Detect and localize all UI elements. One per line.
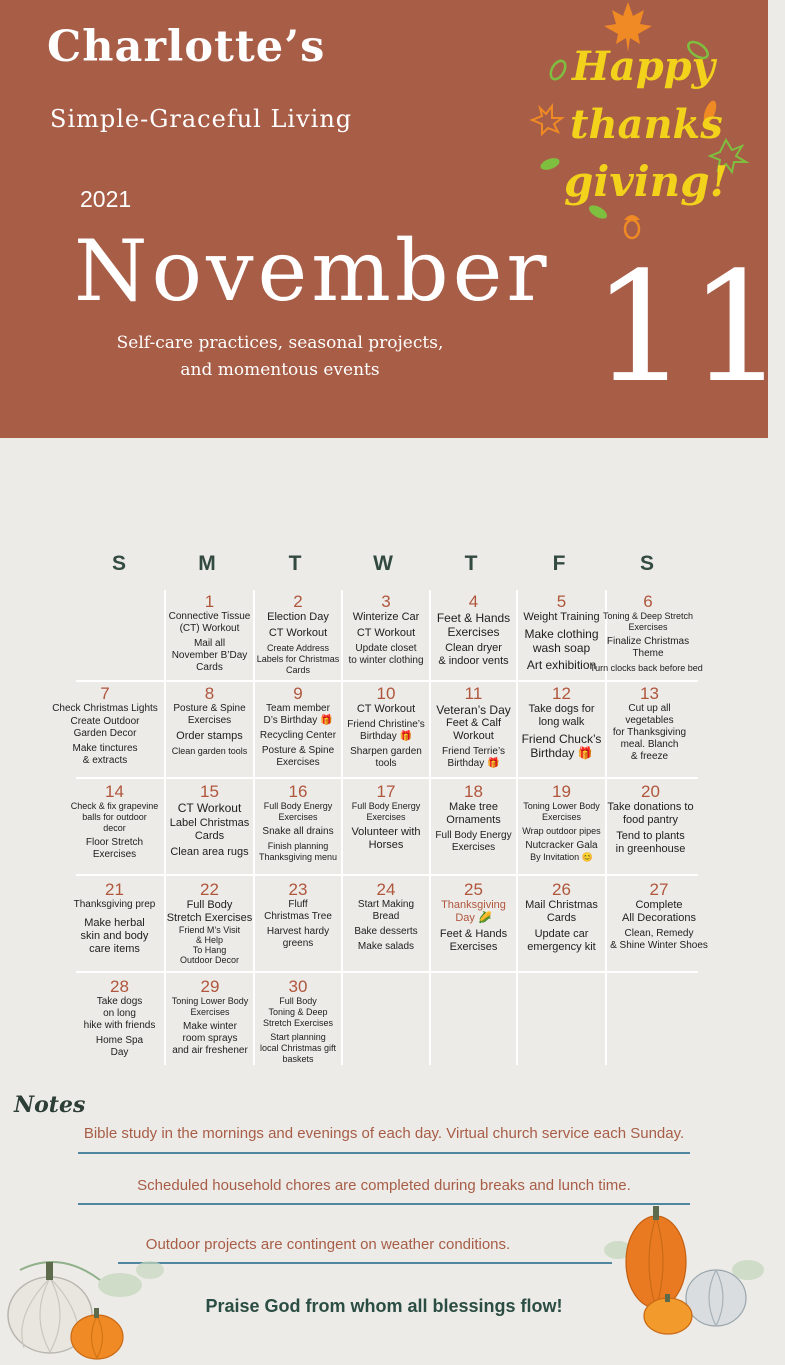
day-cell[interactable] [64,782,165,874]
day-event: Exercises [541,812,581,822]
day-event: Cards [196,662,223,673]
day-event: Full Body [186,899,233,911]
day-event: Sharpen garden [350,746,422,757]
day-number: 21 [105,880,124,899]
day-event: Make salads [357,941,415,952]
day-event: Wrap outdoor pipes [522,826,601,836]
day-event: Order stamps [176,730,243,742]
leaf-icon [539,156,561,172]
day-event: Take dogs for [528,703,595,715]
day-number: 23 [288,880,308,899]
day-event: Toning Lower Body [171,996,249,1006]
day-event: Full Body Energy [435,830,512,841]
day-event: Toning & Deep [268,1007,328,1017]
day-cell[interactable] [607,684,692,777]
day-event: Christmas Tree [264,911,332,922]
day-number: 14 [105,782,124,801]
day-number: 6 [643,592,653,611]
day-cell[interactable] [431,684,516,777]
leaf-icon [548,58,568,81]
day-event: skin and body [80,930,149,942]
day-event: By Invitation 😊 [530,852,593,862]
day-event: Toning Lower Body [523,801,600,811]
day-event: Feet & Calf [445,717,502,729]
day-cell[interactable] [166,684,253,777]
note-divider [78,1152,690,1154]
day-event: Feet & Hands [439,928,508,940]
day-event: Exercises [187,715,232,726]
day-event: Clean area rugs [170,846,249,858]
art-word-2: thanks [570,101,723,148]
day-number: 15 [200,782,219,801]
day-cell[interactable] [343,592,429,680]
day-event: Cards [285,665,310,675]
day-cell[interactable] [431,782,516,874]
pumpkin-icon [0,1240,190,1365]
day-event: Birthday 🎁 [447,758,500,769]
day-number: 11 [464,684,483,703]
day-cell[interactable] [74,977,165,1065]
day-event: for Thanksgiving [612,727,687,738]
day-event: Exercises [366,812,406,822]
day-event: Exercises [276,757,320,768]
day-event: Exercises [628,622,668,632]
day-event: Thanksgiving menu [258,852,338,862]
day-event: Cut up all [628,703,671,714]
day-event: CT Workout [177,801,242,815]
day-event: Make tinctures [72,743,138,754]
day-event: wash soap [532,641,591,655]
header-banner [0,0,785,438]
closing-blessing: Praise God from whom all blessings flow! [205,1296,563,1316]
day-event: Winterize Car [352,611,420,623]
day-cell[interactable] [343,684,429,777]
notes-title: Notes [14,1092,86,1118]
day-event: Art exhibition [526,658,597,672]
day-event: Toning & Deep Stretch [602,611,694,621]
art-word-3: giving! [564,157,729,206]
day-number: 20 [641,782,660,801]
day-event: Day [110,1047,129,1058]
day-event: Finalize Christmas [606,636,690,647]
day-cell[interactable] [343,880,429,971]
day-event: decor [103,823,126,833]
day-number: 4 [468,592,479,611]
day-cell[interactable] [518,880,605,971]
day-event: Theme [632,648,664,659]
pumpkin-icon [598,1200,768,1340]
day-cell[interactable] [160,977,260,1065]
day-event: Exercises [449,941,498,953]
day-event: All Decorations [622,912,696,924]
day-number: 26 [552,880,571,899]
day-event: Clean dryer [445,642,502,654]
day-event: emergency kit [527,941,596,953]
weekday-tue: T [288,552,302,575]
day-event: Label Christmas [169,817,250,829]
day-event: Tend to plants [616,830,685,842]
grid-divider [76,777,698,779]
day-event: and air freshener [172,1045,248,1056]
day-number: 7 [100,684,110,703]
weekday-thu: T [464,552,478,575]
day-event: Cards [194,830,225,842]
weekday-header-row [74,552,764,576]
day-event: CT Workout [268,627,328,639]
weekday-sat: S [639,552,654,575]
day-cell[interactable] [45,684,165,777]
brand-name: Charlotte’s [47,22,326,72]
day-number: 5 [556,592,567,611]
day-event: Full Body [279,996,317,1006]
calendar-grid [0,590,768,1065]
day-event: CT Workout [356,703,416,715]
day-number: 1 [204,592,215,611]
grid-divider [76,971,698,973]
day-event: Create Address [266,643,330,653]
day-event: Birthday 🎁 [360,731,412,742]
day-event: local Christmas gift [259,1043,337,1053]
weekday-mon: M [198,552,216,575]
day-event: Check Christmas Lights [52,703,158,714]
day-event: & indoor vents [438,655,509,667]
weekday-sun: S [111,552,126,575]
day-event: Workout [453,730,494,742]
day-event: Veteran’s Day [436,703,511,717]
day-cell[interactable] [343,782,429,874]
weekday-wed: W [373,552,393,575]
day-event: Feet & Hands [436,611,511,625]
day-event: Outdoor Decor [179,955,240,965]
day-cell[interactable] [248,977,348,1065]
day-event: greens [282,938,314,949]
day-event: Posture & Spine [261,745,335,756]
day-event: tools [375,758,397,769]
day-event: Thanksgiving prep [73,899,156,910]
day-number: 18 [464,782,483,801]
day-event: Connective Tissue [168,611,251,622]
day-event: meal. Blanch [620,739,679,750]
day-event: Posture & Spine [173,703,246,714]
day-event: Cards [546,912,577,924]
day-event: Horses [368,839,404,851]
day-event: Full Body Energy [263,801,333,811]
day-cell[interactable] [518,684,605,777]
day-event: Exercises [451,842,496,853]
day-event: Start planning [270,1032,326,1042]
day-number: 29 [200,977,220,996]
day-cell[interactable] [255,684,341,777]
happy-thanksgiving-art [528,0,768,245]
day-number: 27 [649,880,669,899]
day-cell[interactable] [166,782,253,874]
month-number: 11 [592,239,785,416]
day-event: Thanksgiving [441,899,506,911]
day-event: Full Body Energy [351,801,421,811]
day-event: Make herbal [84,917,145,929]
day-cell[interactable] [607,782,694,874]
day-event: Day 🌽 [455,912,492,924]
day-event: on long [103,1008,136,1019]
calendar-subtitle [60,330,500,384]
year-label: 2021 [80,186,132,212]
grid-divider [76,874,698,876]
day-event: Make winter [183,1021,237,1032]
day-event: To Hang [192,945,227,955]
day-number: 17 [376,782,396,801]
day-event: Snake all drains [262,826,334,837]
day-event: Bread [372,911,400,922]
day-event: Ornaments [446,814,501,826]
day-event: balls for outdoor [82,812,147,822]
day-cell[interactable] [255,880,341,971]
day-number: 13 [640,684,659,703]
day-number: 28 [110,977,129,996]
day-event: Weight Training [523,611,600,623]
day-event: room sprays [182,1033,238,1044]
weekday-fri: F [552,552,566,575]
note-divider [118,1262,612,1264]
day-number: 2 [293,592,303,611]
day-event: Mail Christmas [525,899,598,911]
brand-tagline: Simple-Graceful Living [50,105,353,133]
day-event: Exercises [190,1007,230,1017]
day-number: 24 [376,880,396,899]
day-event: Exercises [278,812,318,822]
day-event: Stretch Exercises [262,1018,334,1028]
day-event: Recycling Center [259,730,337,741]
day-event: CT Workout [356,627,416,639]
day-event: (CT) Workout [179,623,240,634]
day-event: Volunteer with [351,826,421,838]
day-event: Make tree [449,801,498,813]
day-number: 22 [200,880,219,899]
art-word-1: Happy [572,43,715,90]
day-cell[interactable] [604,880,714,971]
day-event: Clean, Remedy [624,928,694,939]
day-number: 25 [464,880,483,899]
day-event: & extracts [82,755,128,766]
day-event: Finish planning [267,841,329,851]
note-item: Outdoor projects are contingent on weather conditions. [145,1236,511,1253]
day-event: & Shine Winter Shoes [610,940,708,951]
day-cell[interactable] [255,782,341,874]
day-number: 9 [293,684,303,703]
note-item: Scheduled household chores are completed during breaks and lunch time. [137,1177,631,1194]
subtitle-line-2: and momentous events [180,360,380,380]
day-event: Mail all [193,638,226,649]
day-number: 30 [288,977,308,996]
day-event: November B’Day [171,650,248,661]
day-event: Garden Decor [73,728,137,739]
grid-divider [76,680,698,682]
day-event: vegetables [625,715,674,726]
day-event: Create Outdoor [70,716,140,727]
day-event: Friend Christine’s [347,719,425,730]
day-event: baskets [282,1054,314,1064]
day-event: Stretch Exercises [166,912,253,924]
day-event: care items [89,943,140,955]
day-event: Exercises [92,849,137,860]
day-event: Complete [635,899,683,911]
day-number: 12 [552,684,571,703]
day-event: Bake desserts [354,926,418,937]
day-number: 3 [381,592,391,611]
day-event: & Help [195,935,223,945]
day-cell[interactable] [431,592,516,680]
month-title: November [74,222,551,320]
day-event: Friend Chuck’s [521,732,602,746]
day-number: 16 [288,782,308,801]
day-event: Friend M’s Visit [178,925,241,935]
day-event: Home Spa [95,1035,144,1046]
subtitle-line-1: Self-care practices, seasonal projects, [116,333,444,353]
day-event: Team member [266,703,330,714]
day-event: Floor Stretch [85,837,144,848]
day-event: Check & fix grapevine [70,801,159,811]
day-event: Friend Terrie’s [442,746,505,757]
day-cell[interactable] [518,782,605,874]
day-cell[interactable] [64,880,165,971]
day-number: 10 [376,684,396,703]
day-event: Fluff [288,899,308,910]
day-event: Clean garden tools [171,746,248,756]
day-cell[interactable] [166,592,253,680]
day-event: Update car [534,928,589,940]
day-event: & freeze [630,751,669,762]
day-event: Labels for Christmas [256,654,340,664]
day-number: 19 [552,782,571,801]
day-event: Start Making [357,899,415,910]
day-event: in greenhouse [615,843,686,855]
note-item: Bible study in the mornings and evenings of each day. Virtual church service each Sunday. [83,1125,685,1142]
day-event: Harvest hardy [266,926,330,937]
day-event: to winter clothing [348,655,424,666]
day-event: Take dogs [96,996,143,1007]
day-event: Turn clocks back before bed [590,663,703,673]
day-event: Nutcracker Gala [525,840,598,851]
day-event: Election Day [267,611,329,623]
day-cell[interactable] [166,880,253,971]
day-cell[interactable] [431,880,516,971]
day-event: Make clothing [524,627,599,641]
day-cell[interactable] [255,592,341,680]
day-event: Exercises [447,625,500,639]
day-event: Update closet [355,643,417,654]
day-event: long walk [538,716,585,728]
maple-leaf-icon [532,106,562,134]
acorn-icon [624,215,640,238]
day-event: Take donations to [607,801,694,813]
day-event: food pantry [622,814,679,826]
day-event: hike with friends [83,1020,156,1031]
day-event: D’s Birthday 🎁 [263,715,333,726]
day-number: 8 [204,684,215,703]
day-event: Birthday 🎁 [530,746,593,760]
day-cell[interactable] [590,592,703,680]
